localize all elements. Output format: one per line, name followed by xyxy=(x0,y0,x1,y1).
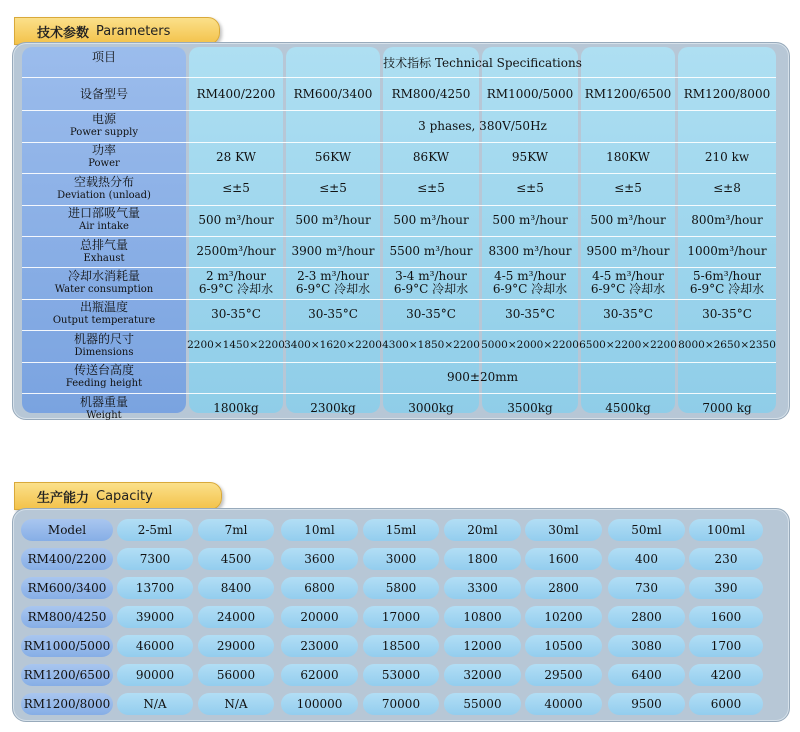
row-label-zh: 机器的尺寸 xyxy=(73,331,134,346)
spec-value-text: 8300 m³/hour xyxy=(488,244,572,259)
capacity-model: RM1200/8000 xyxy=(21,693,113,715)
capacity-value: 3600 xyxy=(281,548,358,570)
capacity-model: RM1200/6500 xyxy=(21,664,113,686)
row-label-zh: 机器重量 xyxy=(79,394,128,409)
spec-value xyxy=(189,267,283,298)
capacity-value: 2800 xyxy=(525,577,602,599)
spec-value xyxy=(581,142,675,173)
spec-value-text-2: 6-9°C 冷却水 xyxy=(393,282,469,297)
capacity-value: 32000 xyxy=(444,664,521,686)
spec-value xyxy=(581,299,675,330)
spec-value-text: 3900 m³/hour xyxy=(291,244,375,259)
spec-value xyxy=(189,79,283,110)
spec-value xyxy=(482,205,578,236)
row-label-en: Feeding height xyxy=(65,378,143,390)
row-label xyxy=(22,142,186,173)
spec-value xyxy=(189,205,283,236)
spec-value-text: 3500kg xyxy=(507,401,553,416)
capacity-value: 12000 xyxy=(444,635,521,657)
parameters-title-zh: 技术参数 xyxy=(37,25,90,41)
capacity-value: 4200 xyxy=(689,664,763,686)
capacity-value: 6400 xyxy=(608,664,685,686)
capacity-value: 40000 xyxy=(525,693,602,715)
capacity-model: RM1000/5000 xyxy=(21,635,113,657)
capacity-header-size: 15ml xyxy=(363,519,439,541)
capacity-value: 100000 xyxy=(281,693,358,715)
item-header: 项目 xyxy=(91,49,116,64)
spec-value xyxy=(482,142,578,173)
row-divider xyxy=(22,205,776,206)
spec-value-text-2: 6-9°C 冷却水 xyxy=(295,282,371,297)
spec-value-text: 2-3 m³/hour xyxy=(297,269,369,284)
capacity-value: 39000 xyxy=(117,606,193,628)
spec-value-text: 56KW xyxy=(314,149,352,164)
spec-value xyxy=(581,79,675,110)
row-label-en: Dimensions xyxy=(74,346,134,358)
capacity-header-size: 30ml xyxy=(525,519,602,541)
row-label-zh: 空载热分布 xyxy=(73,174,134,189)
capacity-tab xyxy=(14,482,222,510)
capacity-value: 55000 xyxy=(444,693,521,715)
row-label xyxy=(22,205,186,236)
spec-value xyxy=(678,330,776,361)
spec-value xyxy=(678,393,776,424)
capacity-value: 4500 xyxy=(198,548,274,570)
capacity-value: 53000 xyxy=(363,664,439,686)
spec-value xyxy=(286,393,380,424)
capacity-value: 24000 xyxy=(198,606,274,628)
spec-value-text: 7000 kg xyxy=(702,401,752,416)
row-label xyxy=(22,173,186,204)
spec-value xyxy=(581,205,675,236)
capacity-value: 56000 xyxy=(198,664,274,686)
capacity-value: 62000 xyxy=(281,664,358,686)
spec-value xyxy=(383,79,479,110)
capacity-header-size: 100ml xyxy=(689,519,763,541)
spec-value-text: 2300kg xyxy=(310,401,356,416)
spec-value-text: 500 m³/hour xyxy=(492,212,568,227)
spec-value-text: 2200×1450×2200 xyxy=(187,339,285,352)
spec-value-text: ≤±5 xyxy=(417,181,445,196)
spec-value-text: 500 m³/hour xyxy=(590,212,666,227)
spec-value xyxy=(678,299,776,330)
capacity-value: 10200 xyxy=(525,606,602,628)
spec-value xyxy=(383,142,479,173)
spec-value xyxy=(286,299,380,330)
spec-value xyxy=(581,330,675,361)
spec-value-text: 3000kg xyxy=(408,401,454,416)
spec-value xyxy=(286,330,380,361)
row-label xyxy=(22,236,186,267)
spec-value xyxy=(189,393,283,424)
capacity-value: 7300 xyxy=(117,548,193,570)
spec-value xyxy=(189,142,283,173)
spec-value xyxy=(678,205,776,236)
spec-value xyxy=(581,236,675,267)
capacity-value: 1600 xyxy=(525,548,602,570)
spec-value-text: RM1200/6500 xyxy=(584,87,672,102)
spec-value xyxy=(678,79,776,110)
spec-value-text: 800m³/hour xyxy=(691,212,763,227)
spec-value xyxy=(581,173,675,204)
spec-value xyxy=(383,267,479,298)
row-divider xyxy=(22,299,776,300)
row-label-zh: 传送台高度 xyxy=(73,363,134,378)
capacity-header-size: 2-5ml xyxy=(117,519,193,541)
capacity-value: 13700 xyxy=(117,577,193,599)
row-label-zh: 进口部吸气量 xyxy=(67,206,140,221)
spec-value-text: 6500×2200×2200 xyxy=(579,339,677,352)
spec-value-text: 2 m³/hour xyxy=(205,269,267,284)
spec-value-text: 3400×1620×2200 xyxy=(284,339,382,352)
spec-value-text: 9500 m³/hour xyxy=(586,244,670,259)
row-label-zh: 出瓶温度 xyxy=(79,300,128,315)
spec-value-text: ≤±5 xyxy=(614,181,642,196)
spec-value-text: 500 m³/hour xyxy=(295,212,371,227)
spec-value-text: 4-5 m³/hour xyxy=(494,269,566,284)
spec-value xyxy=(482,330,578,361)
row-divider xyxy=(22,267,776,268)
spec-value-text: 5000×2000×2200 xyxy=(481,339,579,352)
spec-value xyxy=(482,236,578,267)
row-label-zh: 总排气量 xyxy=(79,237,128,252)
spec-header: 技术指标 Technical Specifications xyxy=(383,55,582,70)
spec-value-text: RM800/4250 xyxy=(391,87,471,102)
spec-value-text: 4-5 m³/hour xyxy=(592,269,664,284)
capacity-value: 29000 xyxy=(198,635,274,657)
spec-value-text: 4300×1850×2200 xyxy=(382,339,480,352)
spec-value-text-2: 6-9°C 冷却水 xyxy=(590,282,666,297)
spec-value xyxy=(678,267,776,298)
row-divider xyxy=(22,142,776,143)
spec-value-text: ≤±5 xyxy=(516,181,544,196)
row-label-zh: 功率 xyxy=(91,143,116,158)
capacity-value: 1700 xyxy=(689,635,763,657)
capacity-header-size: 20ml xyxy=(444,519,521,541)
capacity-model: RM400/2200 xyxy=(21,548,113,570)
capacity-value: 3300 xyxy=(444,577,521,599)
capacity-value: 10800 xyxy=(444,606,521,628)
capacity-value: N/A xyxy=(198,693,274,715)
capacity-value: 390 xyxy=(689,577,763,599)
row-label-en: Weight xyxy=(86,409,122,421)
capacity-value: 1800 xyxy=(444,548,521,570)
row-label-en: Output temperature xyxy=(52,315,156,327)
spec-value xyxy=(482,267,578,298)
capacity-value: 29500 xyxy=(525,664,602,686)
capacity-table xyxy=(12,508,790,722)
spec-value-text: 28 KW xyxy=(216,149,256,164)
row-label-zh: 电源 xyxy=(91,112,116,127)
capacity-value: 3000 xyxy=(363,548,439,570)
spec-value-text-2: 6-9°C 冷却水 xyxy=(689,282,765,297)
spec-value xyxy=(383,173,479,204)
row-divider xyxy=(22,77,776,78)
parameters-tab xyxy=(14,17,220,45)
capacity-value: 730 xyxy=(608,577,685,599)
spec-value-text: 5-6m³/hour xyxy=(693,269,761,284)
capacity-value: 18500 xyxy=(363,635,439,657)
spec-value xyxy=(286,173,380,204)
spec-value-text: 30-35°C xyxy=(211,306,261,321)
spec-value-text-2: 6-9°C 冷却水 xyxy=(198,282,274,297)
row-label xyxy=(22,79,186,110)
row-label xyxy=(22,299,186,330)
spec-value xyxy=(482,299,578,330)
capacity-header-size: 7ml xyxy=(198,519,274,541)
spec-value-text: 4500kg xyxy=(605,401,651,416)
spec-value-text: RM1000/5000 xyxy=(486,87,574,102)
capacity-value: 23000 xyxy=(281,635,358,657)
row-divider xyxy=(22,393,776,394)
spec-value xyxy=(678,142,776,173)
row-divider xyxy=(22,362,776,363)
spec-value xyxy=(383,236,479,267)
parameters-title-en: Parameters xyxy=(96,23,171,39)
row-label xyxy=(22,330,186,361)
spec-value-text: 30-35°C xyxy=(603,306,653,321)
capacity-value: 1600 xyxy=(689,606,763,628)
capacity-header-size: 50ml xyxy=(608,519,685,541)
spec-value xyxy=(482,173,578,204)
spec-value xyxy=(581,267,675,298)
spec-value xyxy=(383,330,479,361)
spec-value-text: ≤±5 xyxy=(222,181,250,196)
capacity-title-en: Capacity xyxy=(96,488,153,504)
spec-value xyxy=(189,236,283,267)
spec-value xyxy=(678,236,776,267)
capacity-value: N/A xyxy=(117,693,193,715)
spec-value-text: ≤±8 xyxy=(713,181,741,196)
row-label xyxy=(22,110,186,141)
row-label-en: Air intake xyxy=(79,221,129,233)
spec-value-text: 30-35°C xyxy=(505,306,555,321)
spec-value xyxy=(286,236,380,267)
spec-value-text: 8000×2650×2350 xyxy=(678,339,776,352)
spec-value xyxy=(482,79,578,110)
spec-value xyxy=(286,142,380,173)
capacity-model: RM800/4250 xyxy=(21,606,113,628)
spec-value-text: 2500m³/hour xyxy=(196,244,276,259)
capacity-value: 17000 xyxy=(363,606,439,628)
spec-value-text: 180KW xyxy=(606,149,650,164)
row-label-zh: 设备型号 xyxy=(79,87,128,102)
row-span-value: 900±20mm xyxy=(447,369,518,384)
spec-value xyxy=(189,173,283,204)
capacity-value: 400 xyxy=(608,548,685,570)
row-label-en: Power supply xyxy=(69,127,138,139)
capacity-value: 230 xyxy=(689,548,763,570)
capacity-value: 90000 xyxy=(117,664,193,686)
capacity-value: 3080 xyxy=(608,635,685,657)
row-label xyxy=(22,362,186,393)
spec-value xyxy=(581,393,675,424)
capacity-value: 20000 xyxy=(281,606,358,628)
spec-value-text: 500 m³/hour xyxy=(393,212,469,227)
row-span-value: 3 phases, 380V/50Hz xyxy=(418,118,547,133)
row-label xyxy=(22,267,186,298)
parameters-table xyxy=(12,42,790,420)
capacity-value: 46000 xyxy=(117,635,193,657)
spec-value-text: RM400/2200 xyxy=(196,87,276,102)
capacity-value: 6000 xyxy=(689,693,763,715)
capacity-model: RM600/3400 xyxy=(21,577,113,599)
row-label-en: Water consumption xyxy=(54,284,154,296)
spec-value xyxy=(189,299,283,330)
capacity-value: 6800 xyxy=(281,577,358,599)
spec-value-text: 86KW xyxy=(412,149,450,164)
capacity-header-model: Model xyxy=(21,519,113,541)
spec-value xyxy=(286,79,380,110)
row-label-en: Deviation (unload) xyxy=(57,189,151,201)
spec-value-text: 5500 m³/hour xyxy=(389,244,473,259)
spec-value-text: 1800kg xyxy=(213,401,259,416)
capacity-value: 10500 xyxy=(525,635,602,657)
capacity-value: 5800 xyxy=(363,577,439,599)
spec-value-text: 30-35°C xyxy=(702,306,752,321)
spec-value xyxy=(383,393,479,424)
spec-value-text: 30-35°C xyxy=(308,306,358,321)
capacity-title-zh: 生产能力 xyxy=(37,490,90,506)
row-divider xyxy=(22,236,776,237)
spec-value xyxy=(383,299,479,330)
capacity-value: 70000 xyxy=(363,693,439,715)
capacity-value: 2800 xyxy=(608,606,685,628)
spec-value xyxy=(383,205,479,236)
row-divider xyxy=(22,110,776,111)
spec-value xyxy=(482,393,578,424)
spec-value-text: 30-35°C xyxy=(406,306,456,321)
spec-value xyxy=(678,173,776,204)
spec-value-text: RM600/3400 xyxy=(293,87,373,102)
capacity-header-size: 10ml xyxy=(281,519,358,541)
row-label-zh: 冷却水消耗量 xyxy=(67,269,140,284)
spec-value-text: 1000m³/hour xyxy=(687,244,767,259)
row-label-en: Power xyxy=(88,158,120,170)
spec-value xyxy=(286,205,380,236)
spec-value-text: 500 m³/hour xyxy=(198,212,274,227)
spec-value-text: 210 kw xyxy=(704,149,750,164)
spec-value xyxy=(189,330,283,361)
spec-value xyxy=(286,267,380,298)
row-label xyxy=(22,393,186,424)
row-divider xyxy=(22,173,776,174)
row-label-en: Exhaust xyxy=(83,252,125,264)
capacity-value: 8400 xyxy=(198,577,274,599)
spec-value-text: ≤±5 xyxy=(319,181,347,196)
spec-value-text: 3-4 m³/hour xyxy=(395,269,467,284)
spec-value-text-2: 6-9°C 冷却水 xyxy=(492,282,568,297)
row-divider xyxy=(22,330,776,331)
spec-value-text: 95KW xyxy=(511,149,549,164)
capacity-value: 9500 xyxy=(608,693,685,715)
spec-value-text: RM1200/8000 xyxy=(683,87,771,102)
